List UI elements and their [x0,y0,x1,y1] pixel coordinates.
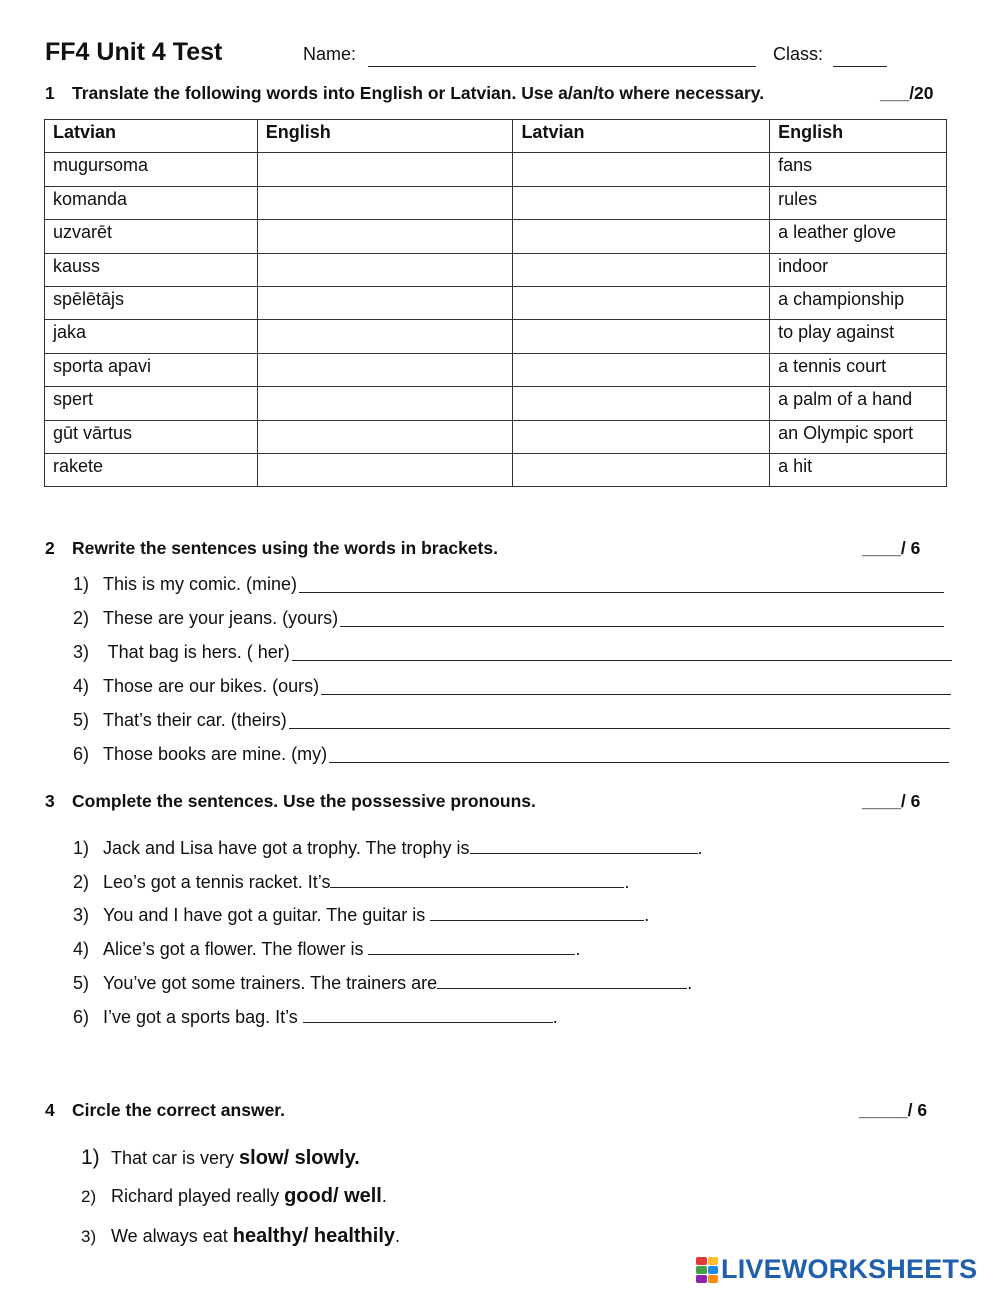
class-blank[interactable] [833,66,887,67]
table-row [45,320,947,353]
answer-blank[interactable] [330,872,624,888]
logo-tile [708,1266,719,1274]
item-end: . [687,973,693,993]
item-sentence: We always eat [111,1226,233,1246]
answer-blank[interactable] [368,939,575,955]
english-word: a hit [770,453,947,486]
answer-options[interactable]: healthy/ healthily [232,1225,395,1247]
latvian-answer-cell[interactable] [513,353,770,386]
item-number: 6) [73,1007,90,1027]
name-label: Name: [303,44,357,64]
item-sentence: That car is very [111,1148,240,1168]
logo-icon [696,1257,718,1283]
english-answer-cell[interactable] [257,320,513,353]
item-number: 5) [73,973,90,993]
item-end: . [381,1186,387,1206]
table-row [45,420,947,453]
latvian-answer-cell[interactable] [513,453,770,486]
vocabulary-table [44,119,947,487]
table-row [45,220,947,253]
item-number: 5) [73,710,90,730]
item-number: 1) [73,838,90,858]
english-answer-cell[interactable] [257,186,513,219]
circle-item [81,1146,360,1170]
answer-blank[interactable] [303,1007,553,1023]
latvian-answer-cell[interactable] [513,186,770,219]
english-word: a palm of a hand [770,387,947,420]
section-4-instruction: Circle the correct answer. [72,1100,286,1120]
rewrite-item [73,744,327,765]
section-2-number: 2 [45,538,55,558]
item-number: 4) [73,676,90,696]
item-end: . [552,1007,558,1027]
section-4-score: _____/ 6 [859,1100,928,1120]
header-english-2: English [770,120,947,153]
section-4-number: 4 [45,1100,55,1120]
answer-options[interactable]: slow/ slowly. [239,1147,360,1169]
name-blank[interactable] [368,66,756,67]
item-end: . [644,905,650,925]
class-label: Class: [773,44,824,64]
english-word: to play against [770,320,947,353]
english-answer-cell[interactable] [257,353,513,386]
item-sentence: This is my comic. (mine) [103,574,298,594]
answer-blank[interactable] [292,660,952,661]
item-sentence: You’ve got some trainers. The trainers are [103,973,438,993]
item-number: 3) [73,642,90,662]
section-2-score: ____/ 6 [862,538,921,558]
item-number: 2) [73,608,90,628]
latvian-word: komanda [45,186,258,219]
section-3-heading [45,791,536,812]
section-3-score: ____/ 6 [862,791,921,811]
logo-text: LIVEWORKSHEETS [721,1254,978,1284]
item-sentence: Leo’s got a tennis racket. It’s [103,872,331,892]
latvian-answer-cell[interactable] [513,320,770,353]
complete-item [73,939,580,960]
complete-item [73,1007,558,1028]
section-1-heading [45,83,764,104]
latvian-word: jaka [45,320,258,353]
rewrite-item [73,710,287,731]
latvian-answer-cell[interactable] [513,153,770,186]
rewrite-item [73,574,297,595]
answer-blank[interactable] [470,838,698,854]
table-header-row [45,120,947,153]
answer-blank[interactable] [321,694,951,695]
latvian-answer-cell[interactable] [513,220,770,253]
table-row [45,186,947,219]
section-1-score: ___/20 [880,83,934,103]
item-end: . [395,1226,401,1246]
table-row [45,253,947,286]
table-row [45,286,947,319]
item-sentence: That’s their car. (theirs) [103,710,287,730]
latvian-word: kauss [45,253,258,286]
english-answer-cell[interactable] [257,420,513,453]
item-number: 3) [73,905,90,925]
section-3-number: 3 [45,791,55,811]
latvian-word: uzvarēt [45,220,258,253]
section-4-heading [45,1100,285,1121]
section-1-instruction: Translate the following words into English or Latvian. Use a/an/to where necessary. [72,83,765,103]
table-row [45,153,947,186]
english-answer-cell[interactable] [257,153,513,186]
item-sentence: I’ve got a sports bag. It’s [103,1007,303,1027]
english-answer-cell[interactable] [257,387,513,420]
complete-item [73,838,703,859]
rewrite-item [73,642,290,663]
header-english-1: English [257,120,513,153]
english-answer-cell[interactable] [257,453,513,486]
rewrite-item [73,608,338,629]
logo-tile [708,1257,719,1265]
item-number: 1) [81,1146,100,1169]
item-sentence: These are your jeans. (yours) [103,608,339,628]
circle-item [81,1225,400,1248]
english-answer-cell[interactable] [257,220,513,253]
logo-tile [696,1275,707,1283]
item-number: 4) [73,939,90,959]
answer-blank[interactable] [340,626,944,627]
item-sentence: You and I have got a guitar. The guitar is [103,905,431,925]
english-word: fans [770,153,947,186]
latvian-word: gūt vārtus [45,420,258,453]
complete-item [73,973,692,994]
english-word: a leather glove [770,220,947,253]
complete-item [73,905,649,926]
answer-blank[interactable] [299,592,944,593]
worksheet-title: FF4 Unit 4 Test [45,38,223,66]
latvian-answer-cell[interactable] [513,387,770,420]
english-word: rules [770,186,947,219]
item-sentence: Jack and Lisa have got a trophy. The trophy is [103,838,470,858]
item-sentence: Those are our bikes. (ours) [103,676,320,696]
header-latvian-1: Latvian [45,120,258,153]
item-number: 6) [73,744,90,764]
answer-options[interactable]: good/ well [284,1185,382,1207]
section-2-instruction: Rewrite the sentences using the words in brackets. [72,538,498,558]
item-end: . [624,872,630,892]
latvian-answer-cell[interactable] [513,253,770,286]
logo-tile [708,1275,719,1283]
rewrite-item [73,676,319,697]
latvian-word: rakete [45,453,258,486]
item-number: 2) [73,872,90,892]
item-sentence: That bag is hers. ( her) [103,642,290,662]
english-word: an Olympic sport [770,420,947,453]
latvian-word: mugursoma [45,153,258,186]
section-3-instruction: Complete the sentences. Use the possessive pronouns. [72,791,536,811]
latvian-answer-cell[interactable] [513,286,770,319]
english-word: a tennis court [770,353,947,386]
item-number: 1) [73,574,90,594]
logo-tile [696,1266,707,1274]
table-row [45,453,947,486]
item-sentence: Alice’s got a flower. The flower is [103,939,369,959]
item-number: 2) [81,1187,97,1206]
english-answer-cell[interactable] [257,286,513,319]
table-row [45,387,947,420]
item-end: . [575,939,581,959]
logo-tile [696,1257,707,1265]
answer-blank[interactable] [437,973,687,989]
english-word: a championship [770,286,947,319]
circle-item [81,1185,387,1208]
item-sentence: Richard played really [111,1186,285,1206]
section-1-number: 1 [45,83,55,103]
item-end: . [697,838,703,858]
section-2-heading [45,538,498,559]
table-row [45,353,947,386]
header-latvian-2: Latvian [513,120,770,153]
english-word: indoor [770,253,947,286]
latvian-word: sporta apavi [45,353,258,386]
latvian-word: spēlētājs [45,286,258,319]
item-sentence: Those books are mine. (my) [103,744,328,764]
answer-blank[interactable] [289,728,950,729]
latvian-word: spert [45,387,258,420]
latvian-answer-cell[interactable] [513,420,770,453]
complete-item [73,872,630,893]
answer-blank[interactable] [329,762,949,763]
liveworksheets-logo [696,1254,977,1285]
item-number: 3) [81,1227,97,1246]
english-answer-cell[interactable] [257,253,513,286]
answer-blank[interactable] [430,905,644,921]
